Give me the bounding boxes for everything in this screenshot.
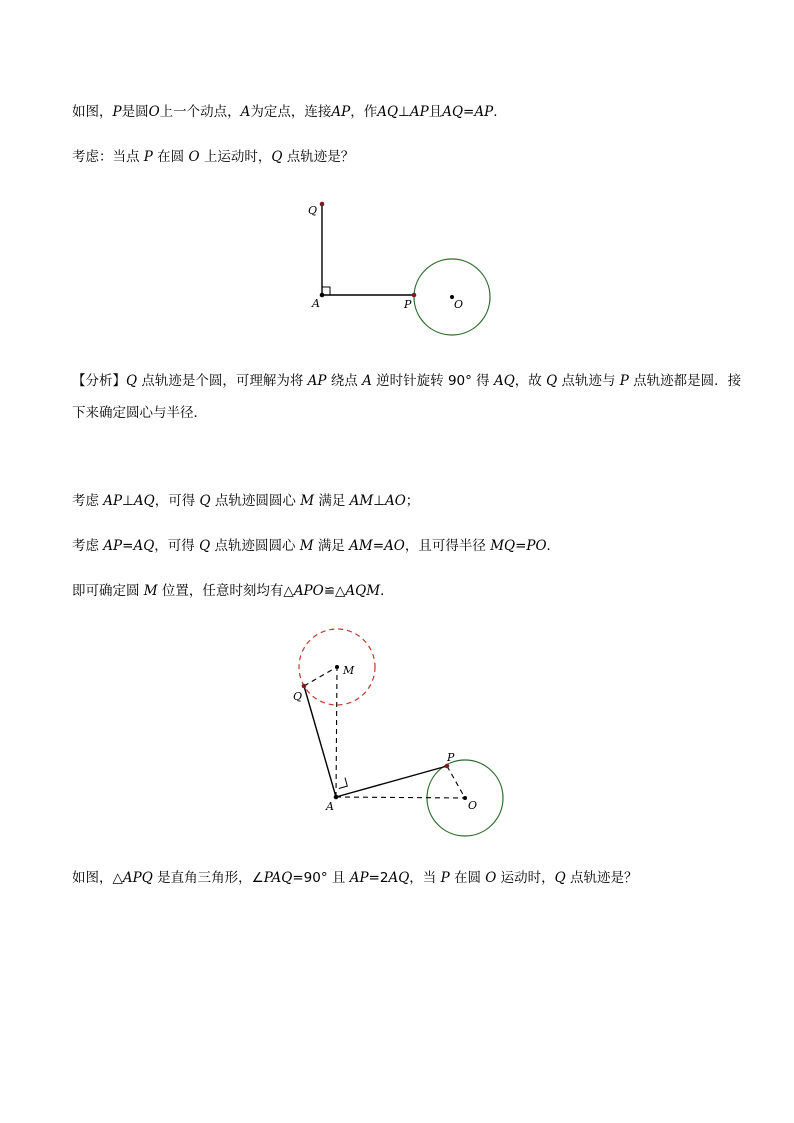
- text-run: ≌△: [323, 583, 346, 599]
- text-run: 上一个动点，: [159, 104, 241, 120]
- math-symbol: O: [148, 104, 160, 120]
- text-run: ，当: [409, 870, 441, 886]
- label-p: P: [447, 751, 455, 764]
- text-run: 点轨迹都是圆．接: [628, 373, 742, 389]
- math-symbol: M: [299, 538, 314, 554]
- question-paragraph: [72, 147, 354, 167]
- text-run: 如图，: [72, 104, 113, 120]
- text-run: ，且可得半径: [404, 538, 491, 554]
- text-run: =: [515, 538, 527, 554]
- math-symbol: O: [188, 149, 200, 165]
- math-symbol: M: [143, 583, 158, 599]
- text-run: ⊥: [373, 493, 385, 509]
- math-symbol: AQ: [442, 104, 464, 120]
- math-symbol: AQM: [345, 583, 381, 599]
- label-q: Q: [308, 204, 318, 217]
- text-run: 是圆: [121, 104, 149, 120]
- text-run: ⊥: [398, 104, 410, 120]
- intro-paragraph: [72, 102, 497, 122]
- text-run: 满足: [314, 493, 350, 509]
- label-p: P: [404, 298, 412, 311]
- text-run: ，可得: [154, 493, 200, 509]
- math-symbol: AP: [474, 104, 494, 120]
- math-symbol: PO: [526, 538, 547, 554]
- text-run: =: [463, 104, 475, 120]
- math-symbol: AQ: [133, 538, 155, 554]
- math-symbol: AQ: [388, 870, 410, 886]
- math-symbol: A: [240, 104, 251, 120]
- text-run: ，可得: [154, 538, 200, 554]
- figure-rotation-setup: [290, 190, 510, 340]
- right-angle-mark: [339, 778, 348, 789]
- text-run: 【分析】: [72, 373, 126, 389]
- point-p: [412, 293, 417, 298]
- math-symbol: AP: [331, 104, 351, 120]
- math-symbol: AQ: [377, 104, 399, 120]
- text-run: 在圆: [449, 870, 486, 886]
- text-run: 上运动时，: [199, 149, 272, 165]
- math-symbol: Q: [271, 149, 283, 165]
- dashed-segment-qm: [304, 667, 337, 686]
- analysis-paragraph-line1: [72, 371, 741, 391]
- math-symbol: AQ: [133, 493, 155, 509]
- text-run: 点轨迹是？: [282, 149, 355, 165]
- text-run: 考虑: [72, 538, 104, 554]
- math-symbol: APO: [293, 583, 324, 599]
- math-symbol: P: [440, 870, 450, 886]
- text-run: ，作: [350, 104, 378, 120]
- text-run: 考虑: [72, 493, 104, 509]
- math-symbol: M: [300, 493, 315, 509]
- text-run: 点轨迹是个圆，可理解为将: [137, 373, 308, 389]
- text-run: ；: [405, 493, 420, 509]
- analysis-paragraph-line2: [72, 403, 207, 423]
- dashed-segment-ao: [336, 797, 465, 798]
- text-run: 点轨迹圆圆心: [210, 538, 300, 554]
- condition-equal-paragraph: [72, 536, 560, 556]
- text-run: 逆时针旋转 90° 得: [371, 373, 494, 389]
- math-symbol: AP: [307, 373, 327, 389]
- math-symbol: A: [362, 373, 372, 389]
- condition-perpendicular-paragraph: [72, 491, 419, 511]
- text-run: 为定点，连接: [250, 104, 332, 120]
- text-run: ⊥: [122, 493, 134, 509]
- math-symbol: Q: [546, 373, 558, 389]
- text-run: =90° 且: [292, 870, 350, 886]
- text-run: 点轨迹与: [557, 373, 620, 389]
- math-symbol: AP: [409, 104, 429, 120]
- math-symbol: AP: [349, 870, 369, 886]
- dashed-segment-po: [447, 766, 465, 798]
- math-symbol: P: [112, 104, 122, 120]
- math-symbol: Q: [554, 870, 566, 886]
- text-run: ，故: [514, 373, 547, 389]
- text-run: 即可确定圆: [72, 583, 144, 599]
- point-m: [335, 665, 339, 669]
- text-run: 绕点: [326, 373, 363, 389]
- math-symbol: APQ: [122, 870, 153, 886]
- label-q: Q: [293, 690, 303, 703]
- point-q: [320, 202, 325, 207]
- math-symbol: O: [485, 870, 497, 886]
- dashed-segment-am: [336, 667, 337, 797]
- label-o: O: [454, 298, 464, 311]
- point-a: [320, 293, 325, 298]
- label-o: O: [468, 799, 478, 812]
- text-run: 下来确定圆心与半径．: [72, 405, 207, 421]
- math-symbol: AP: [103, 493, 123, 509]
- figure-congruent-triangles: [285, 625, 515, 850]
- math-symbol: P: [143, 149, 153, 165]
- math-symbol: Q: [199, 493, 211, 509]
- math-symbol: AO: [384, 538, 405, 554]
- point-p: [445, 764, 450, 769]
- math-symbol: AM: [349, 493, 374, 509]
- text-run: =: [372, 538, 385, 554]
- math-symbol: P: [619, 373, 629, 389]
- text-run: =: [122, 538, 134, 554]
- text-run: 点轨迹是？: [565, 870, 638, 886]
- text-run: 点轨迹圆圆心: [210, 493, 301, 509]
- text-run: 在圆: [152, 149, 189, 165]
- math-symbol: MQ: [490, 538, 516, 554]
- text-run: 如图，△: [72, 870, 123, 886]
- math-symbol: Q: [199, 538, 211, 554]
- math-symbol: AP: [103, 538, 123, 554]
- text-run: 且: [428, 104, 443, 120]
- text-run: ．: [380, 583, 394, 599]
- conclusion-paragraph: [72, 581, 394, 601]
- text-run: =2: [368, 870, 389, 886]
- math-symbol: Q: [126, 373, 138, 389]
- segment-aq: [304, 686, 336, 797]
- text-run: 位置，任意时刻均有△: [157, 583, 294, 599]
- label-m: M: [343, 664, 355, 677]
- label-a: A: [326, 800, 334, 813]
- math-symbol: AO: [384, 493, 406, 509]
- text-run: 考虑：当点: [72, 149, 144, 165]
- point-q: [302, 684, 307, 689]
- text-run: 运动时，: [496, 870, 555, 886]
- next-problem-paragraph: [72, 868, 638, 888]
- text-run: 满足: [313, 538, 350, 554]
- math-symbol: AQ: [493, 373, 515, 389]
- math-symbol: AM: [349, 538, 373, 554]
- text-run: ．: [546, 538, 561, 554]
- math-symbol: PAQ: [263, 870, 293, 886]
- point-a: [334, 795, 339, 800]
- point-o: [463, 796, 467, 800]
- text-run: 是直角三角形，∠: [152, 870, 264, 886]
- label-a: A: [312, 297, 320, 310]
- text-run: .: [493, 104, 498, 120]
